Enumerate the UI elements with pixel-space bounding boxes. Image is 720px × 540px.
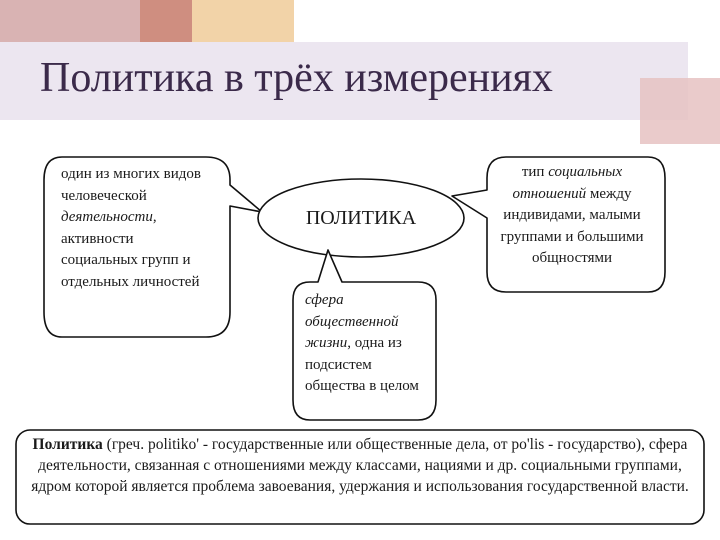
definition-text bbox=[20, 434, 700, 497]
left-callout-italic: деятельности bbox=[61, 209, 153, 225]
bottom-callout-text-2: , одна из подсистем общества в целом bbox=[305, 335, 419, 394]
definition-body: (греч. politiko' - государственные или общественные дела, от po'lis - государство), сфера деятельности, связанная с отношениями между классами, нациями и др. социальными группами, ядром которой является проблема завоевания, удержания и использования государственной власти. bbox=[31, 436, 689, 495]
bottom-callout-text bbox=[305, 290, 425, 398]
left-callout-text-2: , активности социальных групп и отдельных личностей bbox=[61, 209, 200, 290]
center-label: ПОЛИТИКА bbox=[305, 207, 417, 229]
left-callout-text bbox=[61, 164, 206, 293]
right-callout-text-1: тип bbox=[521, 164, 549, 180]
slide-title: Политика в трёх измерениях bbox=[40, 55, 553, 101]
right-callout-text-2: между индивидами, малыми группами и большими общностями bbox=[500, 185, 644, 266]
left-callout-text-1: один из многих видов человеческой bbox=[61, 166, 201, 204]
right-callout-text bbox=[487, 162, 657, 270]
bottom-callout-italic: сфера общественной жизни bbox=[305, 292, 399, 351]
right-callout-italic: социальных отношений bbox=[512, 164, 623, 202]
definition-term: Политика bbox=[32, 436, 103, 453]
